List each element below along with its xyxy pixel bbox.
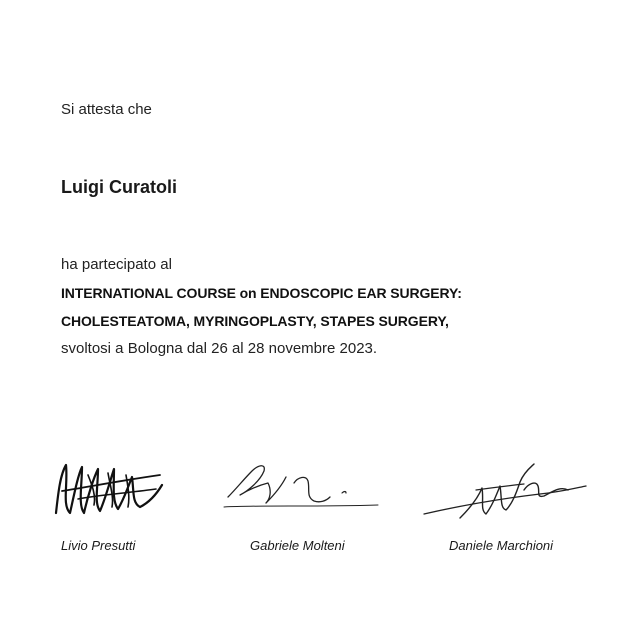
signatory-name-3: Daniele Marchioni bbox=[449, 538, 554, 553]
handwritten-signature-3 bbox=[420, 460, 590, 524]
signature-gabriele-molteni bbox=[222, 455, 382, 515]
course-title-line-2: CHOLESTEATOMA, MYRINGOPLASTY, STAPES SURGERY, bbox=[61, 313, 449, 329]
signatory-name-2: Gabriele Molteni bbox=[250, 538, 345, 553]
signatory-name-1: Livio Presutti bbox=[61, 538, 136, 553]
course-title-line-1: INTERNATIONAL COURSE on ENDOSCOPIC EAR SURGERY: bbox=[61, 285, 462, 301]
signature-livio-presutti bbox=[48, 455, 168, 525]
course-dates: svoltosi a Bologna dal 26 al 28 novembre 2023. bbox=[61, 340, 378, 357]
handwritten-signature-1 bbox=[48, 455, 168, 525]
participation-statement: ha partecipato al bbox=[61, 256, 172, 273]
signature-daniele-marchioni bbox=[420, 460, 590, 524]
handwritten-signature-2 bbox=[222, 455, 382, 515]
certificate-intro: Si attesta che bbox=[61, 101, 152, 118]
recipient-name: Luigi Curatoli bbox=[61, 177, 177, 197]
